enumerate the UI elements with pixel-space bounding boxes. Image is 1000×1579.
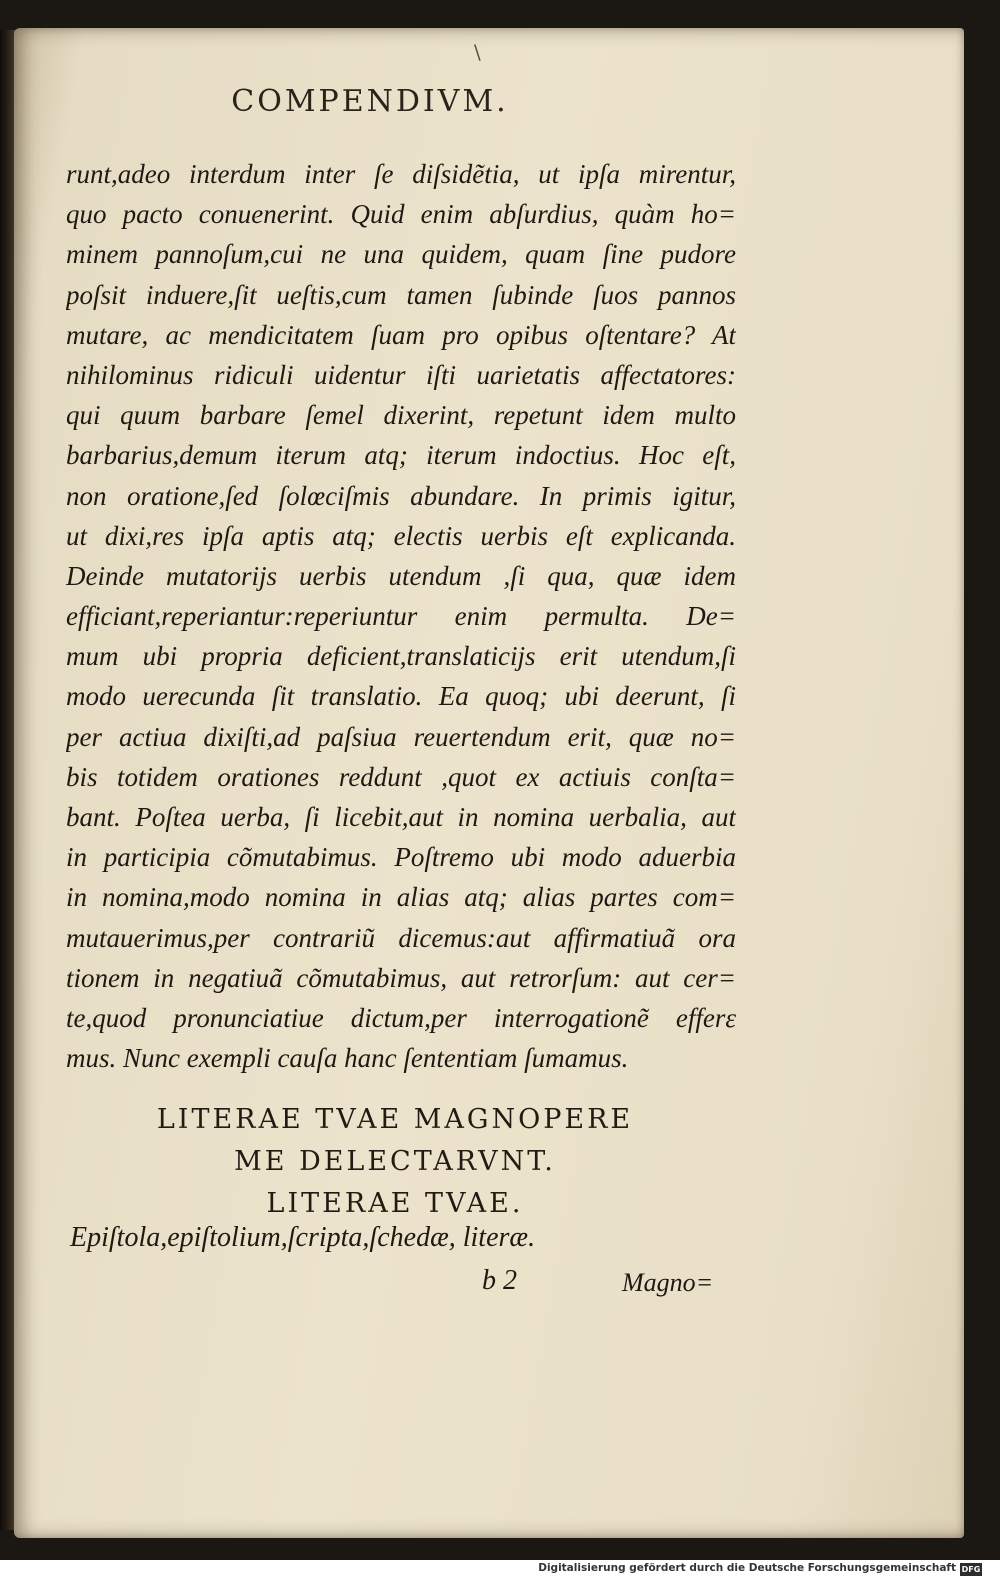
text-line: barbarius,demum iterum atq; iterum indoctius. Hoc eſt, <box>66 440 736 471</box>
text-line: te,quod pronunciatiue dictum,per interrogationẽ efferε <box>66 1002 736 1033</box>
text-line: poſsit induere,ſit ueſtis,cum tamen ſubinde ſuos pannos <box>66 279 736 310</box>
funding-credit: Digitalisierung gefördert durch die Deutsche Forschungsgemeinschaft <box>538 1562 956 1574</box>
example-heading-line-1: LITERAE TVAE MAGNOPERE <box>156 1104 634 1135</box>
text-line: minem pannoſum,cui ne una quidem, quam ſine pudore <box>66 239 736 270</box>
text-line: modo uerecunda ſit translatio. Ea quoq; ubi deerunt, ſi <box>66 681 736 712</box>
catchword: Magno= <box>622 1268 714 1297</box>
text-line: tionem in negatiuã cõmutabimus, aut retrorſum: aut cer= <box>66 962 736 993</box>
text-line: efficiant,reperiantur:reperiuntur enim permulta. De= <box>66 601 736 632</box>
example-heading-line-3: LITERAE TVAE. <box>266 1188 524 1219</box>
text-line: in participia cõmutabimus. Poſtremo ubi modo aduerbia <box>66 842 736 873</box>
text-line: mutare, ac mendicitatem ſuam pro opibus oſtentare? At <box>66 319 736 350</box>
text-line: mutauerimus,per contrariũ dicemus:aut affirmatiuã ora <box>66 922 736 953</box>
text-line: runt,adeo interdum inter ſe diſsidẽtia, ut ipſa mirentur, <box>66 159 736 189</box>
page-mark: \ <box>474 40 481 64</box>
text-line: qui quum barbare ſemel dixerint, repetunt idem multo <box>66 400 736 431</box>
text-line: ut dixi,res ipſa aptis atq; electis uerbis eſt explicanda. <box>66 520 736 551</box>
text-line: quo pacto conuenerint. Quid enim abſurdius, quàm ho= <box>66 199 736 230</box>
text-line: bant. Poſtea uerba, ſi licebit,aut in nomina uerbalia, aut <box>66 802 736 832</box>
synonyms-line: Epiſtola,epiſtolium,ſcripta,ſchedæ, literæ. <box>70 1222 536 1253</box>
text-line: mum ubi propria deficient,translaticijs erit utendum,ſi <box>66 641 736 672</box>
dfg-logo-icon: DFG <box>961 1565 981 1574</box>
text-line: bis totidem orationes reddunt ,quot ex actiuis conſta= <box>66 761 736 792</box>
text-line: Deinde mutatorijs uerbis utendum ,ſi qua, quæ idem <box>66 560 736 591</box>
text-line: per actiua dixiſti,ad paſsiua reuertendum erit, quæ no= <box>66 721 736 752</box>
example-heading-line-2: ME DELECTARVNT. <box>234 1146 556 1177</box>
signature-mark: b 2 <box>482 1265 517 1296</box>
text-line: in nomina,modo nomina in alias atq; alias partes com= <box>66 882 736 913</box>
body-text <box>66 154 736 1078</box>
text-line: nihilominus ridiculi uidentur iſti uarietatis affectatores: <box>66 359 736 390</box>
text-line: non oratione,ſed ſolœciſmis abundare. In primis igitur, <box>66 480 736 511</box>
running-head: COMPENDIVM. <box>231 84 509 119</box>
text-line: mus. Nunc exempli cauſa hanc ſententiam ſumamus. <box>66 1043 629 1074</box>
